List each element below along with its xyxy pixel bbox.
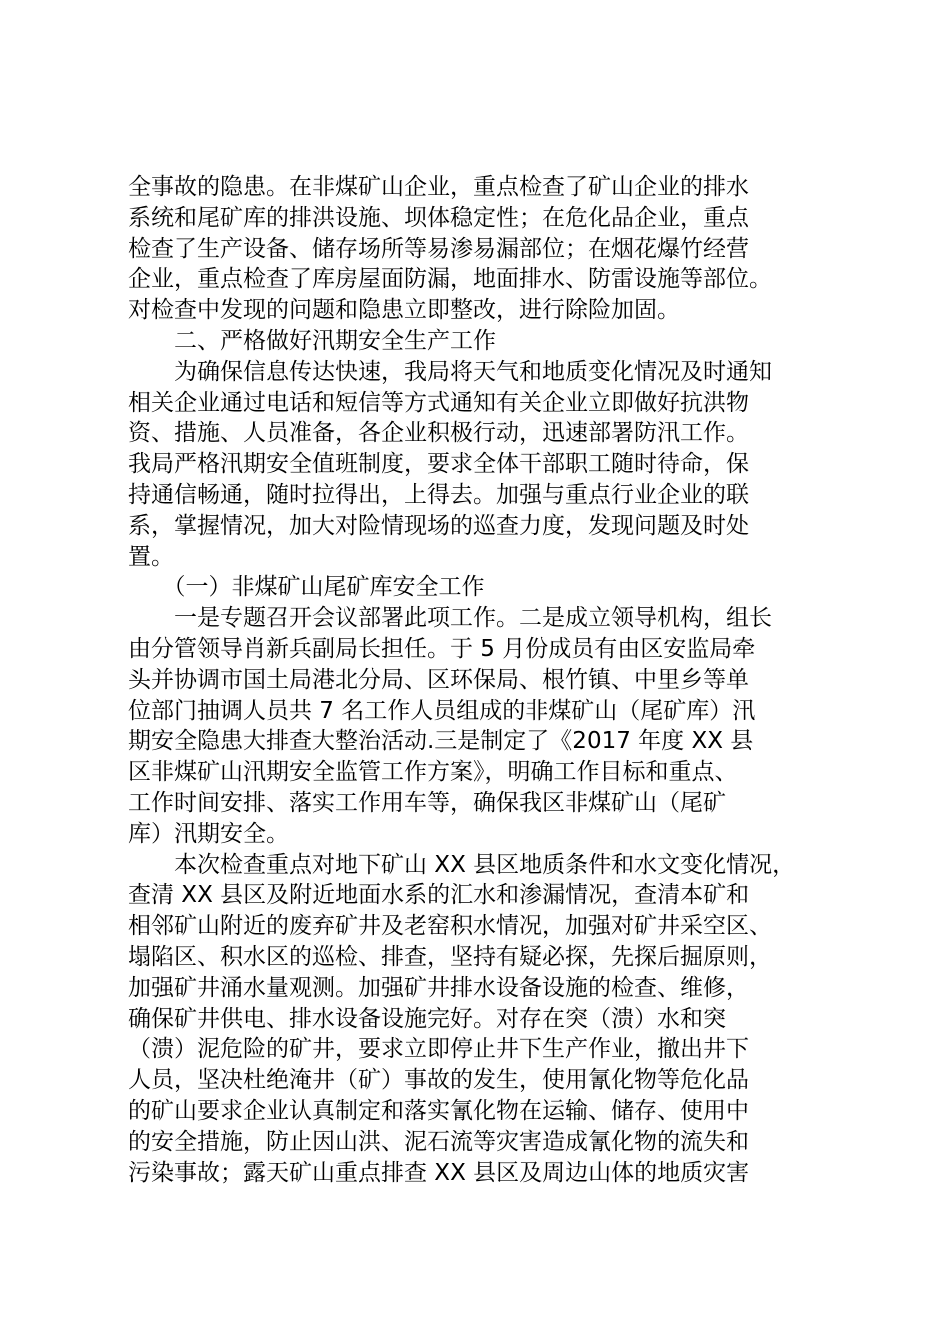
text-line: 加强矿井涌水量观测。加强矿井排水设备设施的检查、维修， (128, 974, 749, 1001)
text-line: 位部门抽调人员共 7 名工作人员组成的非煤矿山（尾矿库）汛 (128, 697, 756, 724)
text-line: 检查了生产设备、储存场所等易渗易漏部位；在烟花爆竹经营 (128, 235, 749, 262)
text-line: 全事故的隐患。在非煤矿山企业，重点检查了矿山企业的排水 (128, 174, 749, 200)
text-line: 本次检查重点对地下矿山 XX 县区地质条件和水文变化情况， (128, 851, 796, 878)
text-line: 由分管领导肖新兵副局长担任。于 5 月份成员有由区安监局牵 (128, 635, 756, 662)
text-line: 一是专题召开会议部署此项工作。二是成立领导机构，组长 (128, 605, 772, 632)
text-line: 系，掌握情况，加大对险情现场的巡查力度，发现问题及时处 (128, 512, 749, 539)
text-line: 区非煤矿山汛期安全监管工作方案》，明确工作目标和重点、 (128, 759, 738, 786)
text-line: 的矿山要求企业认真制定和落实氰化物在运输、储存、使用中 (128, 1097, 749, 1124)
text-line: 相邻矿山附近的废弃矿井及老窑积水情况，加强对矿井采空区、 (128, 913, 772, 940)
text-line: （溃）泥危险的矿井，要求立即停止井下生产作业，撤出井下 (128, 1036, 749, 1063)
text-line: 资、措施、人员准备，各企业积极行动，迅速部署防汛工作。 (128, 420, 749, 447)
text-line: 塌陷区、积水区的巡检、排查，坚持有疑必探，先探后掘原则， (128, 943, 772, 970)
text-line: 系统和尾矿库的排洪设施、坝体稳定性；在危化品企业，重点 (128, 204, 749, 231)
text-line: 二、严格做好汛期安全生产工作 (128, 327, 496, 354)
document-body (128, 172, 828, 1188)
text-line: 库）汛期安全。 (128, 820, 289, 847)
text-line: 企业，重点检查了库房屋面防漏，地面排水、防雷设施等部位。 (128, 266, 772, 293)
text-line: 对检查中发现的问题和隐患立即整改，进行除险加固。 (128, 297, 680, 324)
text-line: 污染事故；露天矿山重点排查 XX 县区及周边山体的地质灾害 (128, 1159, 750, 1186)
text-line: 持通信畅通，随时拉得出，上得去。加强与重点行业企业的联 (128, 481, 749, 508)
text-line: 确保矿井供电、排水设备设施完好。对存在突（溃）水和突 (128, 1005, 726, 1032)
text-line: （一）非煤矿山尾矿库安全工作 (128, 574, 485, 601)
text-line: 头并协调市国土局港北分局、区环保局、根竹镇、中里乡等单 (128, 666, 749, 693)
text-line: 置。 (128, 543, 174, 570)
text-line: 我局严格汛期安全值班制度，要求全体干部职工随时待命，保 (128, 451, 749, 478)
text-line: 期安全隐患大排查大整治活动.三是制定了《2017 年度 XX 县 (128, 728, 754, 755)
text-line: 相关企业通过电话和短信等方式通知有关企业立即做好抗洪物 (128, 389, 749, 416)
text-line: 工作时间安排、落实工作用车等，确保我区非煤矿山（尾矿 (128, 789, 726, 816)
text-line: 查清 XX 县区及附近地面水系的汇水和渗漏情况，查清本矿和 (128, 882, 750, 909)
text-line: 的安全措施，防止因山洪、泥石流等灾害造成氰化物的流失和 (128, 1128, 749, 1155)
text-line: 为确保信息传达快速，我局将天气和地质变化情况及时通知 (128, 358, 772, 385)
text-line: 人员，坚决杜绝淹井（矿）事故的发生，使用氰化物等危化品 (128, 1067, 749, 1094)
